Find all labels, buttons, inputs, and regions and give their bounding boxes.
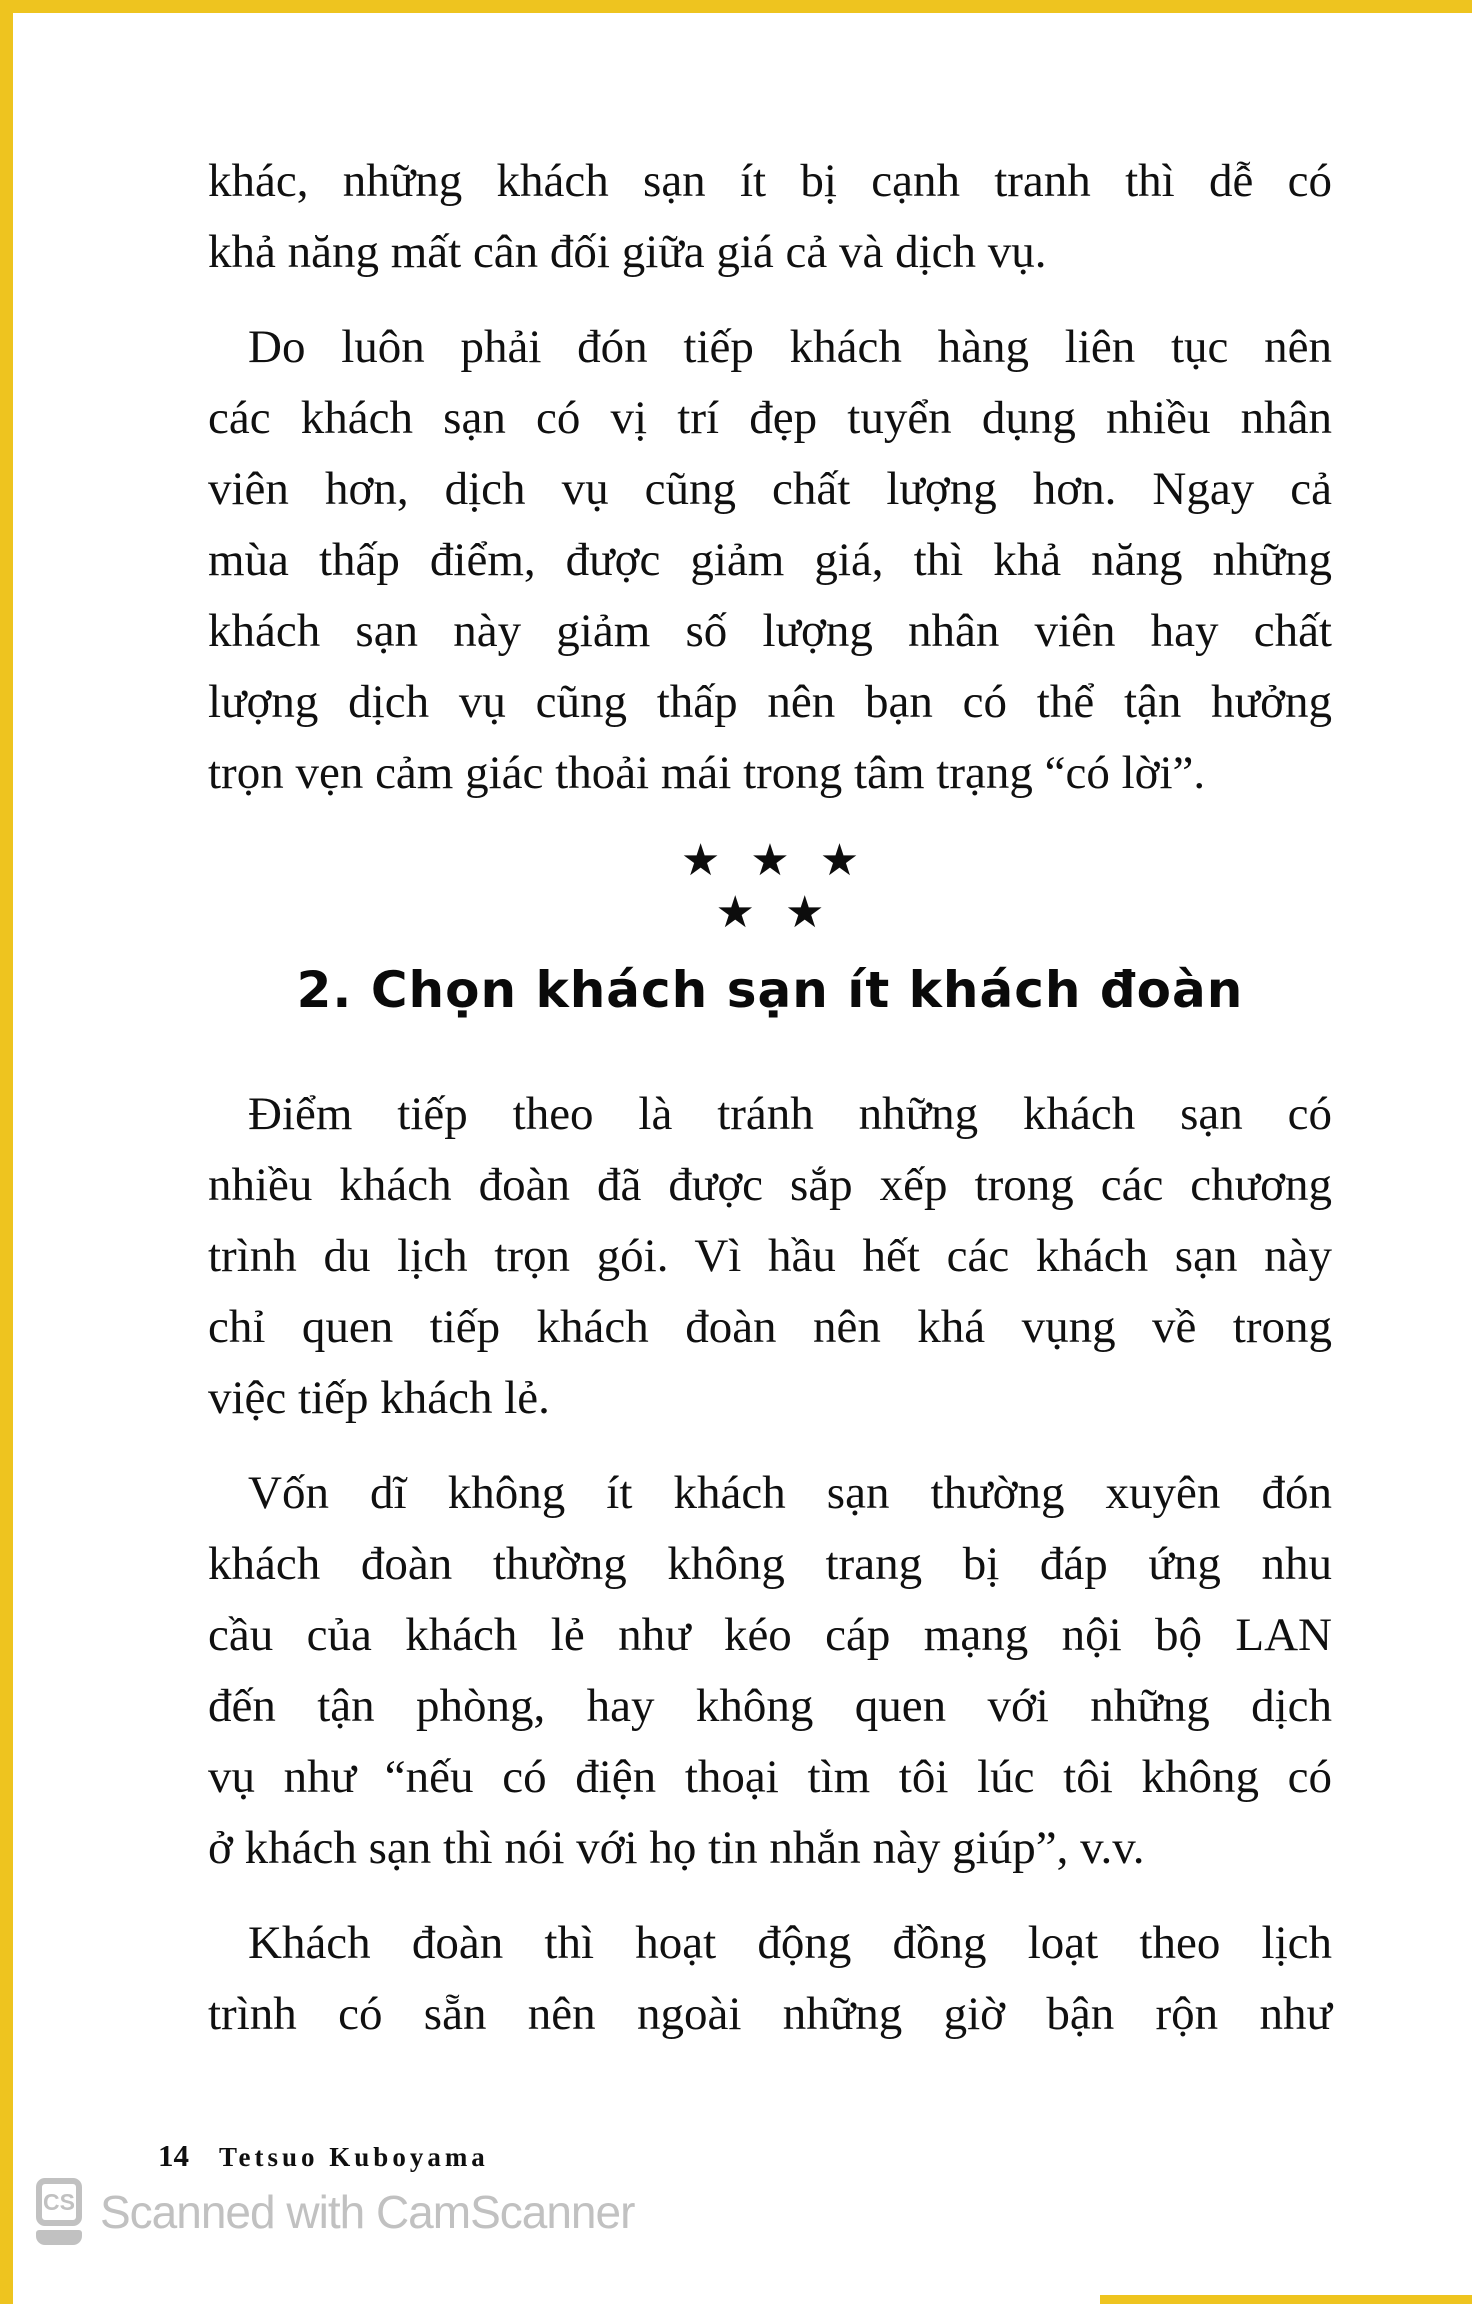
text-line: khách đoàn thường không trang bị đáp ứng nhu	[208, 1538, 1332, 1590]
scan-border-top	[0, 0, 1472, 13]
camscanner-logo-icon	[36, 2178, 82, 2245]
paragraph	[208, 1908, 1332, 2050]
scan-border-bottom-right	[1100, 2295, 1472, 2304]
author-name: Tetsuo Kuboyama	[219, 2142, 489, 2172]
paragraph	[208, 1079, 1332, 1434]
text-line: mùa thấp điểm, được giảm giá, thì khả năng những	[208, 534, 1332, 586]
text-line: nhiều khách đoàn đã được sắp xếp trong các chương	[208, 1159, 1332, 1211]
scan-border-left	[0, 0, 13, 2304]
camscanner-logo-text: CS	[36, 2178, 82, 2226]
star-row: ★ ★	[715, 887, 833, 938]
text-line: Vốn dĩ không ít khách sạn thường xuyên đón	[248, 1467, 1332, 1519]
text-line: chỉ quen tiếp khách đoàn nên khá vụng về trong	[208, 1301, 1332, 1353]
camscanner-logo-base	[36, 2230, 82, 2245]
paragraph-group-bottom	[208, 1079, 1332, 2050]
text-line: lượng dịch vụ cũng thấp nên bạn có thể tận hưởng	[208, 676, 1332, 728]
text-line: ở khách sạn thì nói với họ tin nhắn này giúp”, v.v.	[208, 1822, 1145, 1874]
text-line: các khách sạn có vị trí đẹp tuyển dụng nhiều nhân	[208, 392, 1332, 444]
text-line: cầu của khách lẻ như kéo cáp mạng nội bộ LAN	[208, 1609, 1332, 1661]
paragraph	[208, 146, 1332, 288]
page-text	[208, 146, 1332, 2050]
page-footer	[158, 2138, 489, 2174]
text-line: Do luôn phải đón tiếp khách hàng liên tục nên	[248, 321, 1332, 373]
camscanner-watermark	[36, 2178, 634, 2245]
section-heading: 2. Chọn khách sạn ít khách đoàn	[296, 961, 1244, 1019]
text-line: trình có sẵn nên ngoài những giờ bận rộn như	[208, 1988, 1332, 2040]
text-line: việc tiếp khách lẻ.	[208, 1372, 550, 1424]
text-line: khác, những khách sạn ít bị cạnh tranh thì dễ có	[208, 155, 1332, 207]
paragraph	[208, 312, 1332, 809]
text-line: Điểm tiếp theo là tránh những khách sạn có	[248, 1088, 1332, 1140]
paragraph	[208, 1458, 1332, 1884]
text-line: khách sạn này giảm số lượng nhân viên hay chất	[208, 605, 1332, 657]
camscanner-label: Scanned with CamScanner	[100, 2185, 635, 2238]
text-line: trọn vẹn cảm giác thoải mái trong tâm trạng “có lời”.	[208, 747, 1206, 799]
star-separator	[208, 835, 1332, 939]
text-line: trình du lịch trọn gói. Vì hầu hết các khách sạn này	[208, 1230, 1332, 1282]
text-line: khả năng mất cân đối giữa giá cả và dịch vụ.	[208, 226, 1047, 278]
text-line: Khách đoàn thì hoạt động đồng loạt theo lịch	[248, 1917, 1332, 1969]
text-line: đến tận phòng, hay không quen với những dịch	[208, 1680, 1332, 1732]
text-line: viên hơn, dịch vụ cũng chất lượng hơn. Ngay cả	[208, 463, 1332, 515]
text-line: vụ như “nếu có điện thoại tìm tôi lúc tôi không có	[208, 1751, 1332, 1803]
star-row: ★ ★ ★	[680, 835, 868, 886]
page-number: 14	[158, 2138, 189, 2173]
paragraph-group-top	[208, 146, 1332, 809]
